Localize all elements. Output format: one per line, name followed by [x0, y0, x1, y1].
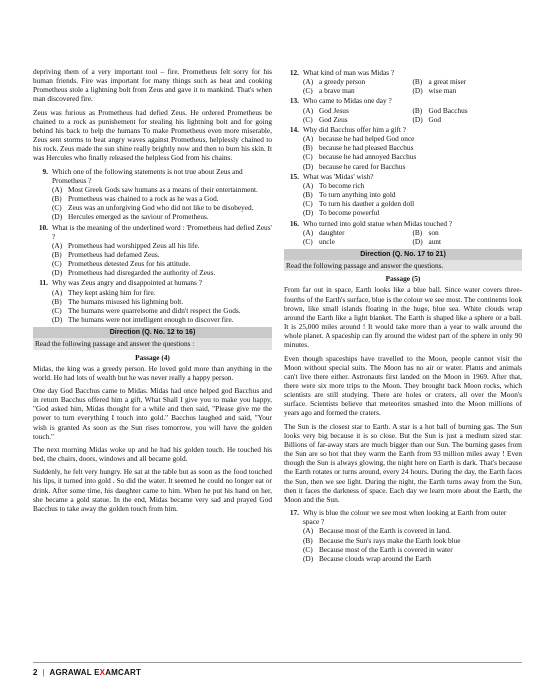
option-a: (A) because he had helped God once	[303, 134, 415, 144]
question-number: 14.	[289, 124, 299, 134]
right-column	[284, 67, 522, 563]
question-text: Why did Bacchus offer him a gift ?	[303, 124, 407, 134]
option-d: (D) Because clouds wrap around the Earth	[303, 553, 432, 563]
option-b: (B) Prometheus was chained to a rock as he was a God.	[52, 194, 219, 204]
brand-logo: AGRAWAL EXAMCART	[49, 667, 142, 677]
question-text: Who turned into gold statue when Midas touched ?	[303, 218, 453, 228]
passage-title: Passage (4)	[135, 352, 170, 362]
direction-text: Read the following passage and answer the questions :	[33, 338, 272, 349]
question-text: What is the meaning of the underlined word : 'Prometheus had defied Zeus' ?	[52, 222, 272, 241]
option-c: (C) The humans were quarrelsome and didn't respect the Gods.	[52, 305, 241, 315]
option-a: (A) They kept asking him for fire.	[52, 287, 156, 297]
passage-4-paragraph: Midas, the king was a greedy person. He loved gold more than anything in the world. He had lots of wealth but he was never really a happy person.	[33, 363, 272, 382]
question-12	[284, 68, 522, 95]
option-b: (B) Because the Sun's rays make the Earth look blue	[303, 535, 461, 545]
question-15	[284, 172, 522, 218]
question-number: 10.	[38, 222, 48, 232]
direction-text: Read the following passage and answer the questions.	[284, 260, 522, 271]
question-17	[284, 508, 522, 563]
option-a: (A) God Jesus	[303, 105, 349, 115]
page-number: 2	[33, 667, 38, 677]
page-footer	[33, 665, 522, 679]
question-number: 13.	[289, 96, 299, 106]
left-column	[33, 67, 272, 517]
passage-5-paragraph: Even though spaceships have travelled to the Moon, people cannot visit the Moon without special suits. The Moon has no air or water. Plants and animals can't live there either. Astronauts first landed on the Moon in 1969. After that, there were six more trips to the Moon. They brought back Moon rocks, which scientists are still studying. There are holes or craters, all over the Moon's surface. Scientists believe that meteorites smashed into the Moon millions of years ago and formed the craters.	[284, 353, 522, 418]
question-text: What was 'Midas' wish?	[303, 171, 374, 181]
question-number: 16.	[289, 218, 299, 228]
option-d: (D) Prometheus had disregarded the authority of Zeus.	[52, 268, 216, 278]
question-number: 9.	[42, 166, 48, 176]
footer-separator: |	[42, 667, 45, 677]
option-d: (D) God	[412, 114, 442, 124]
passage-5-paragraph: The Sun is the closest star to Earth. A star is a hot ball of burning gas. The Sun looks very big because it is so close. But the Sun is just a medium sized star. Billions of far-away stars are much bigger than our Sun. The burning gases from the Sun are so hot that they warm the Earth from 93 million miles away ! Even though the Sun is always glowing, the night here on Earth is dark. That's because the Earth rotates or turns around, every 24 hours. During the day, the Earth faces the Sun, then we see light. During the night, the Earth turns away from the Sun, then it faces the darkness of space. Each day we learn more about the Earth, the Moon and the Sun.	[284, 421, 522, 504]
question-text: What kind of man was Midas ?	[303, 68, 395, 77]
passage-4-paragraph: The next morning Midas woke up and he had his golden touch. He touched his bed, the chairs, doors, windows and all became gold.	[33, 444, 272, 464]
passage-5-paragraph: From far out in space, Earth looks like a blue ball. Since water covers three-fourths of the Earth's surface, blue is the colour we see most. The continents look brown, like small islands floating in the huge, blue sea. White clouds wrap around the Earth like a light blanket. The Earth is shaped like a sphere or a ball. It is 25,000 miles around ! It would take more than a year to walk around the whole planet. A spaceship can fly around the widest part of the sphere in only 90 minutes.	[284, 285, 522, 350]
option-b: (B) The humans misused his lightning bolt.	[52, 296, 184, 306]
option-c: (C) because he had annoyed Bacchus	[303, 152, 417, 162]
option-c: (C) To turn his dauther a golden doll	[303, 199, 415, 209]
option-c: (C) a brave man	[303, 86, 355, 96]
question-14	[284, 125, 522, 171]
question-11	[33, 278, 272, 324]
question-text: Who came to Midas one day ?	[303, 96, 392, 106]
option-d: (D) The humans were not intelligent enough to discover fire.	[52, 315, 234, 325]
direction-banner: Direction (Q. No. 12 to 16)	[33, 327, 272, 338]
option-a: (A) Most Greek Gods saw humans as a means of their entertainment.	[52, 184, 258, 194]
option-a: (A) To become rich	[303, 180, 365, 190]
passage-4-paragraph: Suddenly, he felt very hungry. He sat at the table but as soon as the food touched his lips, it turned into gold . So did the water. It seemed he could no longer eat or drink. After some time, his daughter came to him. When he put his hand on her, she became a gold statue. In the end, Midas became very sad and prayed God Bacchus to take away the golden touch from him.	[33, 467, 272, 513]
question-16	[284, 219, 522, 246]
option-d: (D) aunt	[412, 236, 442, 246]
option-a: (A) Prometheus had worshipped Zeus all his life.	[52, 240, 200, 250]
question-number: 12.	[289, 68, 299, 77]
option-d: (D) because he cared for Bacchus	[303, 161, 406, 171]
question-number: 15.	[289, 171, 299, 181]
option-a: (A) daughter	[303, 227, 345, 237]
option-d: (D) Hercules emerged as the saviour of Prometheus.	[52, 212, 209, 222]
option-c: (C) Prometheus detested Zeus for his attitude.	[52, 259, 191, 269]
question-text: Why is blue the colour we see most when looking at Earth from outer space ?	[303, 508, 507, 527]
option-b: (B) Prometheus had defamed Zeus.	[52, 249, 160, 259]
option-b: (B) son	[412, 227, 439, 237]
option-b: (B) God Bacchus	[412, 105, 468, 115]
option-d: (D) wise man	[412, 86, 457, 96]
question-9	[33, 167, 272, 222]
question-13	[284, 96, 522, 123]
option-c: (C) Because most of the Earth is covered in water	[303, 544, 453, 554]
passage-3-paragraph: Zeus was furious as Prometheus had defied Zeus. He ordered Prometheus be chained to a rock as punishement for stealing his lightning bolt and for going behind his back to help the humans To make Prometheus even more miserable, Zeus sent storms to beat angry waves against Prometheus, helplessly chained to his rock. Zeus made the sun shine really brightly now and then to burn his skin. It was Hercules who finally released the helpless God from his chains.	[33, 107, 272, 163]
question-text: Why was Zeus angry and disappointed at humans ?	[52, 278, 202, 288]
option-c: (C) uncle	[303, 236, 335, 246]
option-a: (A) a greedy person	[303, 77, 366, 87]
question-text: Which one of the following statements is not true about Zeus and Prometheus ?	[52, 166, 243, 185]
passage-title: Passage (5)	[385, 274, 421, 284]
option-a: (A) Because most of the Earth is covered in land.	[303, 526, 451, 536]
option-c: (C) Zeus was an unforgiving God who did not like to be disobeyed.	[52, 203, 254, 213]
question-number: 17.	[289, 508, 299, 518]
direction-banner: Direction (Q. No. 17 to 21)	[284, 249, 522, 260]
option-c: (C) God Zeus	[303, 114, 348, 124]
option-d: (D) To become powerful	[303, 208, 380, 218]
passage-3-continuation: depriving them of a very important tool – fire. Prometheus felt sorry for his human friends. Fire was important for many things such as heat and cooking Prometheus stole a lightning bolt from Zeus and gave it to mankind. That's when man discovered fire.	[33, 67, 272, 104]
option-b: (B) because he had pleased Bacchus	[303, 143, 414, 153]
passage-4-paragraph: One day God Bacchus came to Midas. Midas had once helped god Bacchus and in return Bacchus offered him a gift, What Shall I give you to make you happy, "God asked him, Midas thought for a while and then said, "Please give me the power to turn everything I touch into gold." Bacchus laughed and said, "Your wish is granted As soon as the Sun rises tomorrow, you will have the golden touch."	[33, 386, 272, 441]
question-10	[33, 223, 272, 278]
footer-divider	[33, 662, 522, 663]
option-b: (B) a great miser	[412, 77, 467, 87]
question-number: 11.	[39, 278, 48, 288]
option-b: (B) To turn anything into gold	[303, 190, 396, 200]
